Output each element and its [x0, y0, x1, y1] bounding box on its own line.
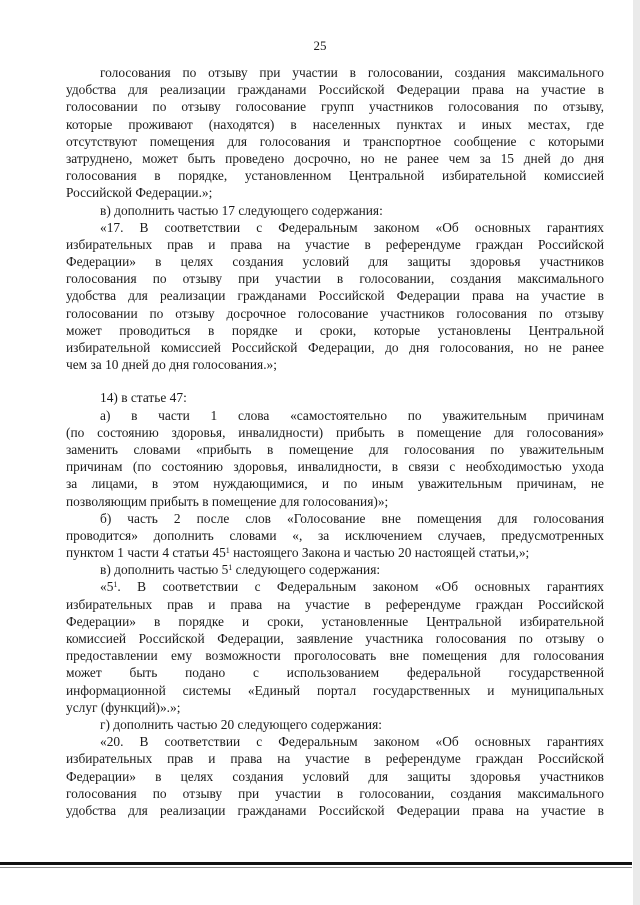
- superscript: 1: [225, 546, 230, 556]
- text-line: информационной системы «Единый портал государственных и муниципальных: [66, 682, 604, 698]
- text-line: удобства для реализации гражданами Российской Федерации права на участие в: [66, 288, 604, 304]
- text-line: Федерации» в целях создания условий для защиты здоровья участников: [66, 254, 604, 270]
- text-line: отсутствуют помещения для голосования и транспортное сообщение с которыми: [66, 133, 604, 149]
- text-line: может быть подано с использованием федеральной государственной: [66, 665, 604, 681]
- text-line: Федерации» в порядке и сроки, установленные Центральной избирательной: [66, 613, 604, 629]
- text-line: голосования по отзыву при участии в голосовании, создания максимального: [66, 271, 604, 287]
- superscript: 1: [113, 580, 118, 590]
- text-line: предоставлении ему возможности проголосовать вне помещения для голосования: [66, 648, 604, 664]
- text-line: избирательных прав и права на участие в референдуме граждан Российской: [66, 751, 604, 767]
- document-body: [66, 64, 604, 819]
- text-line: заменить словами «прибыть в помещение для голосования по уважительным: [66, 441, 604, 457]
- text-line: голосования по отзыву при участии в голосовании, создания максимального: [100, 65, 604, 80]
- text-line: (по состоянию здоровья, инвалидности) прибыть в помещение для голосования»: [66, 424, 604, 440]
- text-line: б) часть 2 после слов «Голосование вне помещения для голосования: [100, 510, 604, 526]
- paragraph-part-17: [66, 219, 604, 374]
- superscript: 1: [228, 563, 233, 573]
- text-line: услуг (функций)».»;: [66, 699, 181, 715]
- text-line: а) в части 1 слова «самостоятельно по уважительным причинам: [100, 407, 604, 423]
- text-line: Российской Федерации.»;: [66, 185, 213, 201]
- paragraph-item-v-1: [66, 202, 604, 219]
- text-line: голосовании по отзыву голосование групп участников голосования по отзыву,: [66, 99, 604, 115]
- paragraph-part-20: [66, 733, 604, 819]
- text-line: в) дополнить частью 17 следующего содержания:: [100, 202, 383, 218]
- text-line: за лицами, в этом нуждающимися, и по иным уважительным причинам, не: [66, 476, 604, 492]
- text-line: которые проживают (находятся) в населенных пунктах и иных местах, где: [66, 116, 604, 132]
- paragraph-part-5-1: [66, 578, 604, 716]
- text-line: затруднено, может быть проведено досрочно, но не ранее чем за 15 дней до дня: [66, 150, 604, 166]
- text-line: «20. В соответствии с Федеральным законом «Об основных гарантиях: [100, 734, 604, 750]
- text-line: голосования по отзыву при участии в голосовании, создания максимального: [66, 785, 604, 801]
- text-line: комиссией Российской Федерации, заявление участника голосования по отзыву о: [66, 631, 604, 646]
- text-line: проводится» дополнить словами «, за исключением случаев, предусмотренных: [66, 527, 604, 543]
- text-line: чем за 10 дней до дня голосования.»;: [66, 357, 277, 373]
- text-line: может проводиться в порядке и сроки, которые установлены Центральной: [66, 322, 604, 338]
- text-line: 14) в статье 47:: [100, 390, 187, 406]
- bottom-border: [0, 862, 632, 865]
- text-line: удобства для реализации гражданами Российской Федерации права на участие в: [66, 802, 604, 818]
- text-line: избирательной комиссией Российской Федерации, до дня голосования, но не ранее: [66, 340, 604, 355]
- text-line: пунктом 1 части 4 статьи $45^1$ настоящего Закона и частью 20 настоящей статьи,»;: [66, 545, 530, 561]
- paragraph-item-a: [66, 407, 604, 510]
- text-line: удобства для реализации гражданами Российской Федерации права на участие в: [66, 82, 604, 98]
- text-line: причинам (по состоянию здоровья, инвалидности, в связи с необходимостью ухода: [66, 459, 604, 475]
- text-line: избирательных прав и права на участие в референдуме граждан Российской: [66, 236, 604, 252]
- paragraph-item-14: [66, 389, 604, 406]
- text-line: голосовании по отзыву досрочное голосование участников голосования по отзыву: [66, 305, 604, 321]
- paragraph-item-v-2: [66, 561, 604, 578]
- text-line: в) дополнить частью $5^1$ следующего содержания:: [100, 562, 381, 578]
- text-line: позволяющим прибыть в помещение для голосования)»;: [66, 493, 389, 509]
- text-line: избирательных прав и права на участие в референдуме граждан Российской: [66, 596, 604, 612]
- scan-edge: [633, 0, 640, 905]
- text-line: Федерации» в целях создания условий для защиты здоровья участников: [66, 768, 604, 784]
- page-number: 25: [313, 38, 327, 53]
- paragraph-item-b: [66, 510, 604, 562]
- text-line: голосования в порядке, установленном Центральной избирательной комиссией: [66, 168, 604, 184]
- text-line: г) дополнить частью 20 следующего содержания:: [100, 716, 382, 732]
- paragraph-gap: [66, 373, 604, 389]
- bottom-border-shadow: [0, 867, 632, 868]
- text-line: «17. В соответствии с Федеральным законом «Об основных гарантиях: [100, 219, 604, 235]
- paragraph-continuation: [66, 64, 604, 202]
- paragraph-item-g: [66, 716, 604, 733]
- text-line: «$5^1$. В соответствии с Федеральным законом «Об основных гарантиях: [100, 579, 604, 595]
